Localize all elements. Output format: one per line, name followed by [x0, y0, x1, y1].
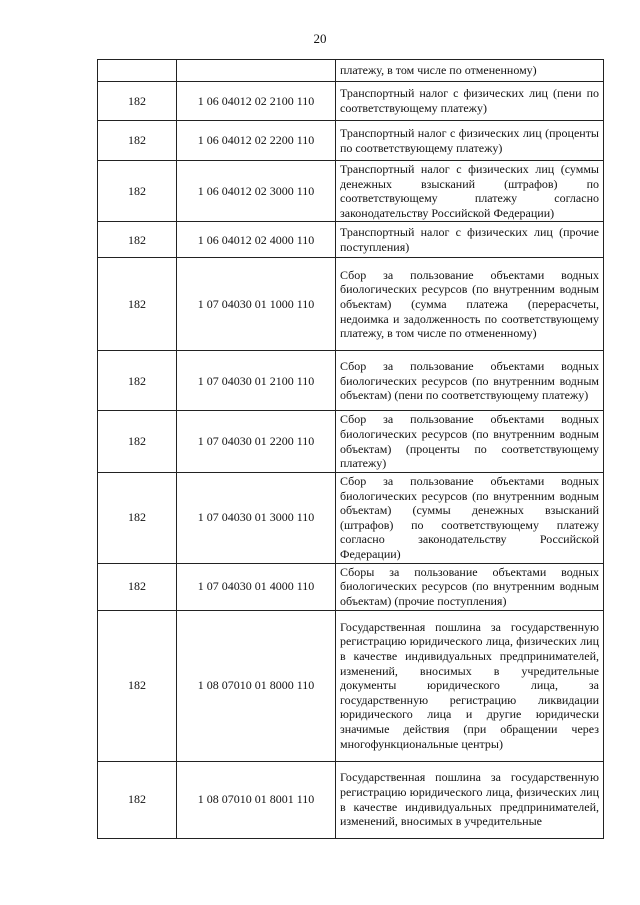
- admin-code-cell: 182: [98, 258, 177, 351]
- admin-code-cell: 182: [98, 610, 177, 761]
- budget-code-cell: 1 06 04012 02 2200 110: [177, 121, 336, 161]
- admin-code-cell: 182: [98, 472, 177, 563]
- table-row: [98, 161, 604, 222]
- table-row: [98, 411, 604, 472]
- description-cell: Сбор за пользование объектами водных биологических ресурсов (по внутренним водным объектам) (пени по соответствующему платежу): [336, 351, 604, 411]
- table-row: [98, 222, 604, 258]
- description-cell: платежу, в том числе по отмененному): [336, 60, 604, 82]
- description-cell: Транспортный налог с физических лиц (проценты по соответствующему платежу): [336, 121, 604, 161]
- admin-code-cell: 182: [98, 121, 177, 161]
- budget-code-cell: 1 07 04030 01 2200 110: [177, 411, 336, 472]
- budget-code-cell: 1 07 04030 01 1000 110: [177, 258, 336, 351]
- admin-code-cell: [98, 60, 177, 82]
- description-cell: Сбор за пользование объектами водных биологических ресурсов (по внутренним водным объектам) (сумма платежа (перерасчеты, недоимка и задолженность по соответствующему платежу, в том числе по отмененному): [336, 258, 604, 351]
- description-cell: Государственная пошлина за государственную регистрацию юридического лица, физических лиц в качестве индивидуальных предпринимателей, изменений, вносимых в учредительные: [336, 761, 604, 838]
- budget-codes-table: [97, 59, 604, 839]
- table-row: [98, 258, 604, 351]
- description-cell: Транспортный налог с физических лиц (прочие поступления): [336, 222, 604, 258]
- admin-code-cell: 182: [98, 351, 177, 411]
- description-cell: Сборы за пользование объектами водных биологических ресурсов (по внутренним водным объектам) (прочие поступления): [336, 563, 604, 610]
- budget-code-cell: 1 07 04030 01 3000 110: [177, 472, 336, 563]
- budget-code-cell: [177, 60, 336, 82]
- description-cell: Государственная пошлина за государственную регистрацию юридического лица, физических лиц в качестве индивидуальных предпринимателей, изменений, вносимых в учредительные документы юридического лица, за государственную регистрацию ликвидации юридического лица и другие юридически значимые действия (при обращении через многофункциональные центры): [336, 610, 604, 761]
- budget-code-cell: 1 08 07010 01 8001 110: [177, 761, 336, 838]
- budget-code-cell: 1 06 04012 02 2100 110: [177, 82, 336, 121]
- admin-code-cell: 182: [98, 563, 177, 610]
- description-cell: Сбор за пользование объектами водных биологических ресурсов (по внутренним водным объектам) (суммы денежных взысканий (штрафов) по соответствующему платежу согласно законодательству Российской Федерации): [336, 472, 604, 563]
- budget-code-cell: 1 08 07010 01 8000 110: [177, 610, 336, 761]
- budget-code-cell: 1 07 04030 01 2100 110: [177, 351, 336, 411]
- description-cell: Транспортный налог с физических лиц (пени по соответствующему платежу): [336, 82, 604, 121]
- budget-code-cell: 1 06 04012 02 4000 110: [177, 222, 336, 258]
- description-cell: Сбор за пользование объектами водных биологических ресурсов (по внутренним водным объектам) (проценты по соответствующему платежу): [336, 411, 604, 472]
- table-row: [98, 761, 604, 838]
- table-row: [98, 60, 604, 82]
- table-row: [98, 121, 604, 161]
- table-row: [98, 610, 604, 761]
- admin-code-cell: 182: [98, 161, 177, 222]
- admin-code-cell: 182: [98, 222, 177, 258]
- page-number: 20: [313, 31, 327, 46]
- description-cell: Транспортный налог с физических лиц (суммы денежных взысканий (штрафов) по соответствующему платежу согласно законодательству Российской Федерации): [336, 161, 604, 222]
- table-row: [98, 472, 604, 563]
- table-row: [98, 351, 604, 411]
- admin-code-cell: 182: [98, 411, 177, 472]
- table-row: [98, 563, 604, 610]
- admin-code-cell: 182: [98, 82, 177, 121]
- admin-code-cell: 182: [98, 761, 177, 838]
- budget-code-cell: 1 06 04012 02 3000 110: [177, 161, 336, 222]
- table-row: [98, 82, 604, 121]
- budget-code-cell: 1 07 04030 01 4000 110: [177, 563, 336, 610]
